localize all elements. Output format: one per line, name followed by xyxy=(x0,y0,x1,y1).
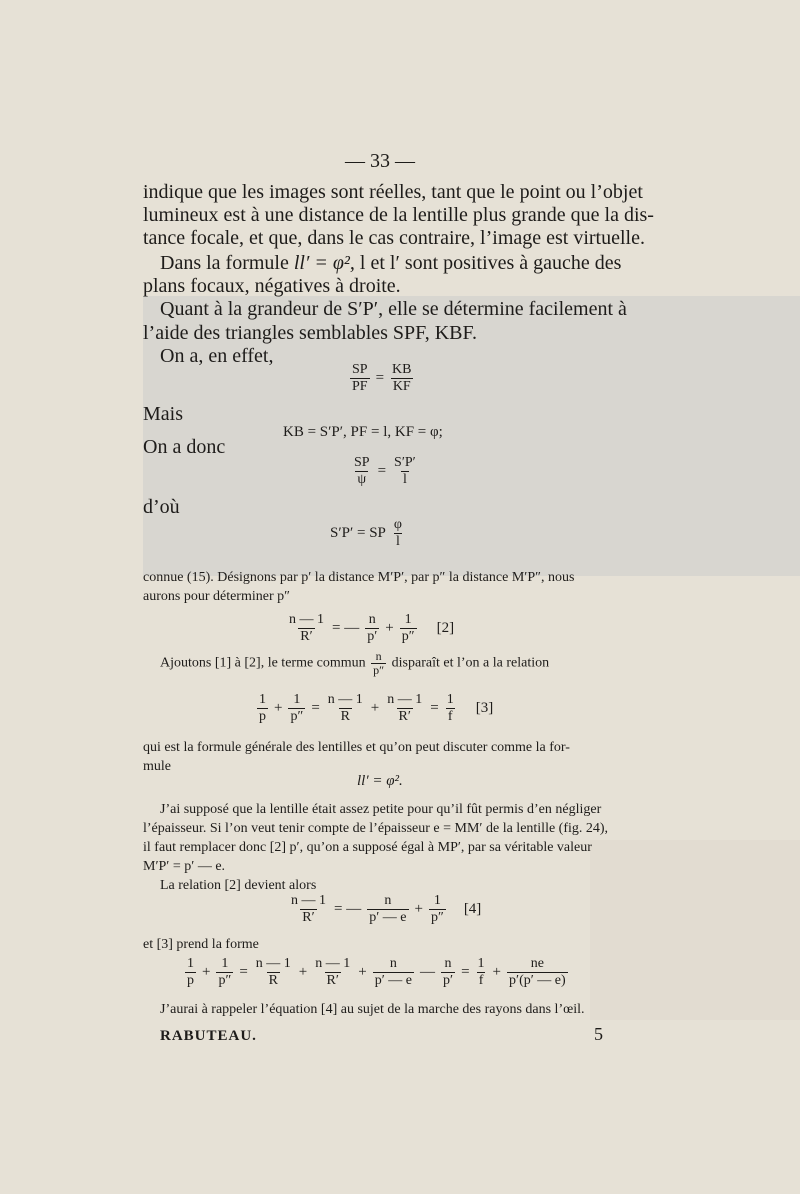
eq3-den1: ψ xyxy=(357,472,367,487)
eq9-num7: 1 xyxy=(477,956,485,971)
eq8-den2: p′ — e xyxy=(369,910,407,925)
small2 xyxy=(160,650,549,677)
eq8-plus: + xyxy=(414,901,423,918)
equation-6 xyxy=(255,692,493,725)
eq9-num5: n xyxy=(389,956,397,971)
eq6-num3: n — 1 xyxy=(327,692,363,707)
eq6-num5: 1 xyxy=(446,692,454,707)
eq9-plus2: + xyxy=(298,964,308,981)
eq9-num4: n — 1 xyxy=(315,956,351,971)
small7: J’aurai à rappeler l’équation [4] au sujet de la marche des rayons dans l’œil. xyxy=(160,1002,585,1017)
para3-line1: Quant à la grandeur de S′P′, elle se détermine facilement à xyxy=(160,298,627,320)
eq8-tag: [4] xyxy=(463,901,482,918)
equation-8 xyxy=(287,893,481,926)
eq4-lhs: S′P′ = SP xyxy=(330,525,386,542)
small1-line1: connue (15). Désignons par p′ la distance M′P′, par p″ la distance M′P″, nous xyxy=(143,570,575,585)
eq4-num: φ xyxy=(393,517,402,532)
para1-line3: tance focale, et que, dans le cas contraire, l’image est virtuelle. xyxy=(143,227,645,249)
eq3-den2: l xyxy=(402,472,407,487)
eq9-den7: f xyxy=(478,973,484,988)
eq6-den1: p xyxy=(259,709,266,724)
para2-line2: plans focaux, négatives à droite. xyxy=(143,275,401,297)
eq1-num1: SP xyxy=(352,362,368,377)
eq3-num2: S′P′ xyxy=(394,455,416,470)
eq9-equals2: = xyxy=(461,964,470,981)
small2-text-b: disparaît et l’on a la relation xyxy=(391,655,550,671)
eq6-tag: [3] xyxy=(475,700,494,717)
eq6-den5: f xyxy=(447,709,453,724)
eq5-den2: p′ xyxy=(367,629,378,644)
small3-line2: mule xyxy=(143,759,171,774)
eq9-den6: p′ xyxy=(443,973,454,988)
eq3-equals: = xyxy=(377,463,387,480)
eq5-equals-minus: = — xyxy=(332,620,360,637)
dou: d’où xyxy=(143,496,180,518)
small4-line4: M′P′ = p′ — e. xyxy=(143,859,226,874)
footer-author: RABUTEAU. xyxy=(160,1028,257,1044)
small3-line1: qui est la formule générale des lentilles et qu’on peut discuter comme la for- xyxy=(143,740,570,755)
eq9-plus4: + xyxy=(492,964,501,981)
para3-line2: l’aide des triangles semblables SPF, KBF. xyxy=(143,322,477,344)
para2-text-a: Dans la formule xyxy=(160,252,289,274)
eq6-num1: 1 xyxy=(259,692,266,707)
eq1-equals: = xyxy=(375,370,385,387)
small1-line2: aurons pour déterminer p″ xyxy=(143,589,290,604)
equation-5 xyxy=(285,612,454,645)
eq6-den2: p″ xyxy=(290,709,304,724)
eq6-equals2: = xyxy=(430,700,439,717)
eq8-num1: n — 1 xyxy=(291,893,326,908)
eq9-den5: p′ — e xyxy=(374,973,412,988)
eq6-plus2: + xyxy=(370,700,380,717)
eq8-num2: n xyxy=(384,893,392,908)
eq9-num3: n — 1 xyxy=(255,956,291,971)
on-a-donc: On a donc xyxy=(143,436,226,458)
eq5-num3: 1 xyxy=(404,612,412,627)
eq9-den8: p′(p′ — e) xyxy=(509,973,566,988)
small4-line2: l’épaisseur. Si l’on veut tenir compte de l’épaisseur e = MM′ de la lentille (fig. 24), xyxy=(143,821,609,836)
eq8-den1: R′ xyxy=(302,910,315,925)
page-number: — 33 — xyxy=(345,150,415,172)
eq6-equals1: = xyxy=(311,700,320,717)
eq6-plus1: + xyxy=(274,700,283,717)
small4-line3: il faut remplacer donc [2] p′, qu’on a supposé égal à MP′, par sa véritable valeur xyxy=(143,840,592,855)
small2-text-a: Ajoutons [1] à [2], le terme commun xyxy=(160,655,366,671)
eq6-num2: 1 xyxy=(293,692,301,707)
eq9-num8: ne xyxy=(530,956,544,971)
para2-text-c: l et l′ sont positives à gauche des xyxy=(359,252,622,274)
eq1-den2: KF xyxy=(392,379,411,394)
eq9-plus3: + xyxy=(358,964,367,981)
equation-3 xyxy=(350,455,420,488)
eq9-minus: — xyxy=(420,964,435,981)
eq8-den3: p″ xyxy=(430,910,444,925)
eq9-num1: 1 xyxy=(187,956,194,971)
equation-7: ll′ = φ². xyxy=(357,773,403,789)
eq6-num4: n — 1 xyxy=(387,692,423,707)
para2-formula: ll′ = φ², xyxy=(293,252,355,274)
eq5-plus: + xyxy=(385,620,394,637)
eq6-den3: R xyxy=(340,709,350,724)
small2-frac-den: p″ xyxy=(373,663,385,677)
para1-line1: indique que les images sont réelles, tant que le point ou l’objet xyxy=(143,181,643,203)
eq6-den4: R′ xyxy=(398,709,411,724)
mais: Mais xyxy=(143,403,183,425)
eq9-num6: n xyxy=(444,956,452,971)
eq4-den: l xyxy=(396,534,400,549)
eq5-num2: n xyxy=(368,612,376,627)
eq5-num1: n — 1 xyxy=(289,612,324,627)
eq9-plus1: + xyxy=(202,964,211,981)
eq8-num3: 1 xyxy=(433,893,441,908)
equation-4 xyxy=(330,517,406,550)
equation-2: KB = S′P′, PF = l, KF = φ; xyxy=(283,424,443,440)
eq9-equals1: = xyxy=(239,964,248,981)
small2-frac-num: n xyxy=(375,649,382,663)
eq5-den1: R′ xyxy=(300,629,313,644)
eq5-den3: p″ xyxy=(401,629,415,644)
equation-9 xyxy=(183,956,570,989)
eq1-num2: KB xyxy=(392,362,412,377)
eq9-den3: R xyxy=(268,973,278,988)
show-through-shade-lower xyxy=(590,840,800,1020)
eq8-equals-minus: = — xyxy=(334,901,362,918)
footer-signature: 5 xyxy=(594,1024,603,1044)
small6: et [3] prend la forme xyxy=(143,937,259,952)
eq9-num2: 1 xyxy=(221,956,229,971)
small5: La relation [2] devient alors xyxy=(160,878,317,893)
equation-1 xyxy=(348,362,416,395)
eq5-tag: [2] xyxy=(436,620,455,637)
small4-line1: J’ai supposé que la lentille était assez petite pour qu’il fût permis d’en négliger xyxy=(160,802,602,817)
eq9-den1: p xyxy=(187,973,194,988)
eq9-den2: p″ xyxy=(218,973,232,988)
eq1-den1: PF xyxy=(352,379,368,394)
eq3-num1: SP xyxy=(354,455,370,470)
para1-line2: lumineux est à une distance de la lentille plus grande que la dis- xyxy=(143,204,654,226)
eq9-den4: R′ xyxy=(326,973,339,988)
on-a-en-effet: On a, en effet, xyxy=(160,345,274,367)
